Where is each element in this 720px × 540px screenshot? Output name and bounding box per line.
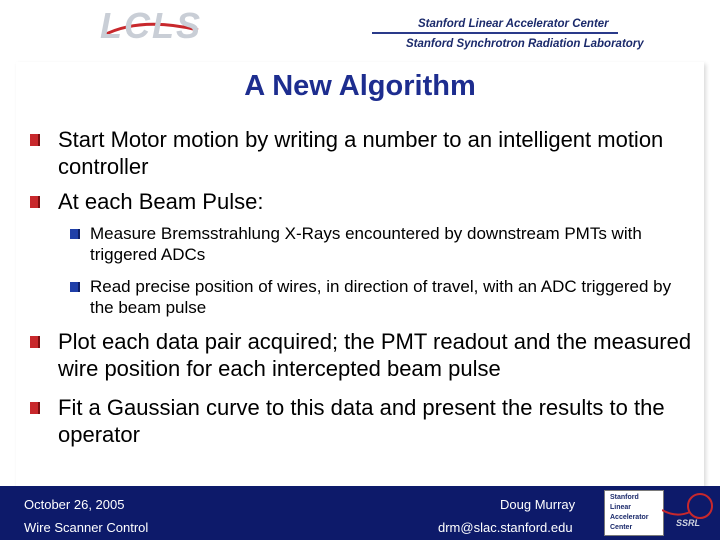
bullet-text: Start Motor motion by writing a number to an intelligent motion controller — [58, 127, 664, 179]
slac-logo — [604, 490, 716, 538]
header — [0, 0, 720, 62]
slac-logo-line: Center — [610, 524, 633, 531]
header-rule — [372, 32, 618, 34]
footer — [0, 486, 720, 540]
bullet-text: Fit a Gaussian curve to this data and present the results to the operator — [58, 395, 665, 447]
slac-logo-line: Accelerator — [610, 514, 649, 521]
institution-slac: Stanford Linear Accelerator Center — [418, 18, 609, 30]
bullet-text: Plot each data pair acquired; the PMT readout and the measured wire position for each intercepted beam pulse — [58, 329, 692, 381]
red-square-bullet-icon — [30, 336, 40, 348]
slac-logo-line: Stanford — [610, 494, 639, 501]
footer-talk-title: Wire Scanner Control — [24, 520, 149, 535]
ssrl-tag: SSRL — [676, 518, 701, 528]
footer-date: October 26, 2005 — [24, 497, 125, 512]
slac-logo-line: Linear — [610, 504, 632, 511]
footer-author: Doug Murray — [500, 497, 576, 512]
red-square-bullet-icon — [30, 134, 40, 146]
lcls-logo-text: LCLS — [100, 5, 202, 46]
ring-logo-icon — [662, 490, 716, 536]
lcls-logo — [100, 6, 200, 48]
red-square-bullet-icon — [30, 196, 40, 208]
blue-square-bullet-icon — [70, 282, 80, 292]
sub-bullet-text: Read precise position of wires, in direction of travel, with an ADC triggered by the beam pulse — [90, 277, 672, 317]
institution-ssrl: Stanford Synchrotron Radiation Laboratory — [406, 38, 644, 50]
sub-bullet-text: Measure Bremsstrahlung X-Rays encountered by downstream PMTs with triggered ADCs — [90, 224, 642, 264]
red-square-bullet-icon — [30, 402, 40, 414]
footer-email: drm@slac.stanford.edu — [438, 520, 573, 535]
slide-title: A New Algorithm — [244, 70, 476, 102]
slac-logo-box — [604, 490, 664, 536]
bullet-text: At each Beam Pulse: — [58, 189, 264, 214]
slide-body — [16, 62, 704, 486]
blue-square-bullet-icon — [70, 229, 80, 239]
